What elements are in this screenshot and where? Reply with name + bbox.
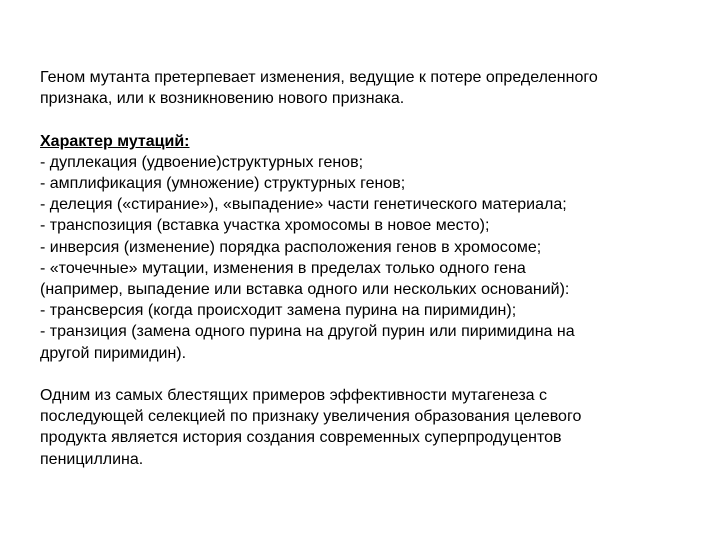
conclusion-line: Одним из самых блестящих примеров эффективности мутагенеза с: [40, 387, 548, 405]
mutations-heading: Характер мутаций:: [40, 132, 190, 150]
mutation-item: - транспозиция (вставка участка хромосомы в новое место);: [40, 217, 490, 235]
conclusion-line: продукта является история создания современных суперпродуцентов: [40, 429, 562, 447]
mutation-item: (например, выпадение или вставка одного или нескольких оснований):: [40, 281, 570, 299]
mutation-item: - делеция («стирание»), «выпадение» части генетического материала;: [40, 196, 567, 214]
mutation-item: - трансверсия (когда происходит замена пурина на пиримидин);: [40, 302, 517, 320]
mutation-item: - «точечные» мутации, изменения в пределах только одного гена: [40, 259, 526, 277]
intro-line-2: признака, или к возникновению нового признака.: [40, 90, 405, 108]
mutation-item: - дуплекация (удвоение)структурных генов;: [40, 153, 364, 171]
mutation-item: - инверсия (изменение) порядка расположения генов в хромосоме;: [40, 238, 542, 256]
intro-line-1: Геном мутанта претерпевает изменения, ведущие к потере определенного: [40, 69, 598, 86]
mutation-item: - транзиция (замена одного пурина на другой пурин или пиримидина на: [40, 323, 575, 341]
conclusion-line: пенициллина.: [40, 450, 144, 468]
conclusion-line: последующей селекцией по признаку увеличения образования целевого: [40, 408, 582, 426]
mutation-item: другой пиримидин).: [40, 344, 187, 362]
slide-text-block: [40, 67, 690, 470]
paragraph-gap: [40, 364, 690, 385]
paragraph-gap: [40, 109, 690, 130]
mutation-item: - амплификация (умножение) структурных генов;: [40, 175, 406, 192]
